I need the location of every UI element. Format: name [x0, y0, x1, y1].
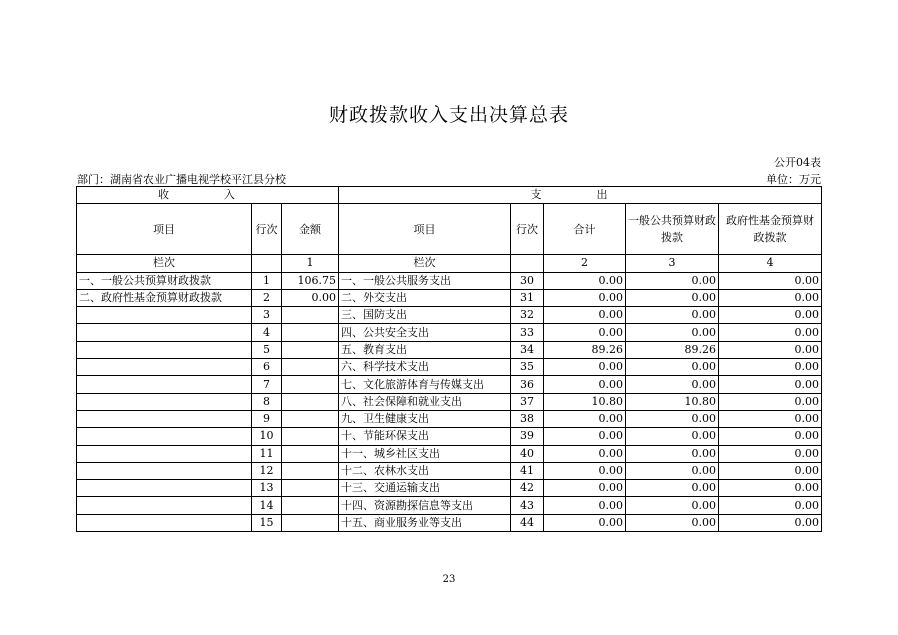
expense-item-cell: 三、国防支出: [339, 307, 511, 324]
fund-budget-cell: 0.00: [719, 497, 822, 514]
income-amount-cell: [282, 341, 339, 358]
fund-budget-cell: 0.00: [719, 272, 822, 289]
general-budget-cell: 0.00: [626, 324, 719, 341]
income-header: 收 入: [77, 187, 339, 204]
total-cell: 0.00: [544, 307, 626, 324]
income-line-cell: 4: [252, 324, 282, 341]
fund-budget-cell: 0.00: [719, 289, 822, 306]
total-cell: 0.00: [544, 445, 626, 462]
expense-line-cell: 34: [511, 341, 544, 358]
unit-label: 单位：万元: [766, 173, 821, 186]
total-cell: 0.00: [544, 514, 626, 531]
income-item-cell: [77, 393, 252, 410]
total-cell: 0.00: [544, 272, 626, 289]
header-row-columns: [77, 204, 822, 255]
expense-item-cell: 一、一般公共服务支出: [339, 272, 511, 289]
income-line-cell: 1: [252, 272, 282, 289]
general-budget-cell: 0.00: [626, 462, 719, 479]
general-budget-cell: 0.00: [626, 272, 719, 289]
general-budget-cell: 0.00: [626, 497, 719, 514]
income-line-cell: 2: [252, 289, 282, 306]
income-amount-cell: [282, 445, 339, 462]
expense-item-cell: 十二、农林水支出: [339, 462, 511, 479]
income-amount-cell: [282, 324, 339, 341]
income-amount-cell: [282, 462, 339, 479]
income-amount-cell: [282, 376, 339, 393]
income-item-cell: [77, 341, 252, 358]
general-budget-header: 一般公共预算财政拨款: [626, 204, 719, 255]
expense-item-cell: 十、节能环保支出: [339, 428, 511, 445]
expense-item-cell: 十一、城乡社区支出: [339, 445, 511, 462]
expense-line-cell: 35: [511, 359, 544, 376]
table-row: [77, 497, 822, 514]
income-line-cell: 6: [252, 359, 282, 376]
income-amount-cell: [282, 410, 339, 427]
expense-item-cell: 十四、资源勘探信息等支出: [339, 497, 511, 514]
general-budget-cell: 10.80: [626, 393, 719, 410]
income-item-cell: [77, 376, 252, 393]
income-amount-cell: [282, 393, 339, 410]
general-budget-cell: 89.26: [626, 341, 719, 358]
expense-item-cell: 二、外交支出: [339, 289, 511, 306]
table-row: [77, 445, 822, 462]
total-cell: 89.26: [544, 341, 626, 358]
income-line-cell: 9: [252, 410, 282, 427]
table-row: [77, 324, 822, 341]
income-item-cell: [77, 445, 252, 462]
income-item-cell: [77, 307, 252, 324]
fund-budget-cell: 0.00: [719, 480, 822, 497]
column-index-2: 2: [544, 255, 626, 272]
general-budget-cell: 0.00: [626, 428, 719, 445]
expense-line-cell: 41: [511, 462, 544, 479]
page-number: 23: [442, 574, 456, 585]
fund-budget-cell: 0.00: [719, 359, 822, 376]
fund-budget-cell: 0.00: [719, 393, 822, 410]
total-cell: 0.00: [544, 376, 626, 393]
total-cell: 0.00: [544, 497, 626, 514]
column-index-3: 3: [626, 255, 719, 272]
table-row: [77, 514, 822, 531]
income-item-cell: 二、政府性基金预算财政拨款: [77, 289, 252, 306]
total-cell: 10.80: [544, 393, 626, 410]
expense-item-cell: 九、卫生健康支出: [339, 410, 511, 427]
expense-header: 支 出: [339, 187, 822, 204]
fund-budget-cell: 0.00: [719, 514, 822, 531]
table-row: [77, 289, 822, 306]
department-label: 部门：湖南省农业广播电视学校平江县分校: [77, 173, 286, 186]
table-row: [77, 359, 822, 376]
income-amount-cell: 0.00: [282, 289, 339, 306]
form-number: 公开04表: [774, 156, 821, 169]
total-cell: 0.00: [544, 480, 626, 497]
fund-budget-cell: 0.00: [719, 445, 822, 462]
fund-budget-cell: 0.00: [719, 462, 822, 479]
expense-line-cell: 36: [511, 376, 544, 393]
column-index-4: 4: [719, 255, 822, 272]
fund-budget-cell: 0.00: [719, 428, 822, 445]
total-cell: 0.00: [544, 289, 626, 306]
income-item-cell: 一、一般公共预算财政拨款: [77, 272, 252, 289]
expense-item-header: 项目: [339, 204, 511, 255]
income-amount-header: 金额: [282, 204, 339, 255]
income-item-header: 项目: [77, 204, 252, 255]
fund-budget-cell: 0.00: [719, 410, 822, 427]
fund-budget-cell: 0.00: [719, 341, 822, 358]
income-item-cell: [77, 428, 252, 445]
expense-line-cell: 32: [511, 307, 544, 324]
total-cell: 0.00: [544, 410, 626, 427]
expense-line-cell: 31: [511, 289, 544, 306]
expense-item-cell: 六、科学技术支出: [339, 359, 511, 376]
total-cell: 0.00: [544, 324, 626, 341]
income-item-cell: [77, 410, 252, 427]
table-row: [77, 428, 822, 445]
table-row: [77, 393, 822, 410]
income-amount-cell: [282, 359, 339, 376]
income-line-cell: 8: [252, 393, 282, 410]
income-line-cell: 11: [252, 445, 282, 462]
expense-line-cell: 38: [511, 410, 544, 427]
general-budget-cell: 0.00: [626, 445, 719, 462]
table-row: [77, 376, 822, 393]
general-budget-cell: 0.00: [626, 359, 719, 376]
general-budget-cell: 0.00: [626, 307, 719, 324]
income-line-cell: 15: [252, 514, 282, 531]
expense-line-header: 行次: [511, 204, 544, 255]
expense-item-cell: 四、公共安全支出: [339, 324, 511, 341]
table-row: [77, 341, 822, 358]
income-amount-cell: 106.75: [282, 272, 339, 289]
table-body: [77, 187, 822, 532]
fund-budget-cell: 0.00: [719, 324, 822, 341]
expense-line-cell: 33: [511, 324, 544, 341]
income-item-cell: [77, 359, 252, 376]
income-line-cell: 5: [252, 341, 282, 358]
expense-line-cell: 40: [511, 445, 544, 462]
expense-line-cell: 39: [511, 428, 544, 445]
income-amount-cell: [282, 428, 339, 445]
expense-item-cell: 十五、商业服务业等支出: [339, 514, 511, 531]
table-row: [77, 410, 822, 427]
income-line-cell: 13: [252, 480, 282, 497]
income-item-cell: [77, 324, 252, 341]
table-row: [77, 480, 822, 497]
income-item-cell: [77, 480, 252, 497]
income-line-cell: 14: [252, 497, 282, 514]
general-budget-cell: 0.00: [626, 480, 719, 497]
empty-cell: [252, 255, 282, 272]
income-line-cell: 10: [252, 428, 282, 445]
expense-column-label: 栏次: [339, 255, 511, 272]
table-row: [77, 462, 822, 479]
budget-table: [76, 186, 822, 532]
income-amount-cell: [282, 480, 339, 497]
expense-line-cell: 42: [511, 480, 544, 497]
expense-item-cell: 十三、交通运输支出: [339, 480, 511, 497]
header-row-sections: [77, 187, 822, 204]
income-item-cell: [77, 497, 252, 514]
income-item-cell: [77, 462, 252, 479]
general-budget-cell: 0.00: [626, 410, 719, 427]
total-cell: 0.00: [544, 428, 626, 445]
total-cell: 0.00: [544, 359, 626, 376]
expense-line-cell: 44: [511, 514, 544, 531]
income-line-cell: 3: [252, 307, 282, 324]
general-budget-cell: 0.00: [626, 514, 719, 531]
empty-cell: [511, 255, 544, 272]
total-cell: 0.00: [544, 462, 626, 479]
income-item-cell: [77, 514, 252, 531]
column-index-row: [77, 255, 822, 272]
expense-line-cell: 30: [511, 272, 544, 289]
general-budget-cell: 0.00: [626, 289, 719, 306]
expense-item-cell: 五、教育支出: [339, 341, 511, 358]
expense-line-cell: 43: [511, 497, 544, 514]
fund-budget-header: 政府性基金预算财政拨款: [719, 204, 822, 255]
expense-item-cell: 七、文化旅游体育与传媒支出: [339, 376, 511, 393]
general-budget-cell: 0.00: [626, 376, 719, 393]
total-header: 合计: [544, 204, 626, 255]
income-column-label: 栏次: [77, 255, 252, 272]
income-amount-cell: [282, 514, 339, 531]
income-amount-cell: [282, 307, 339, 324]
income-line-cell: 12: [252, 462, 282, 479]
expense-item-cell: 八、社会保障和就业支出: [339, 393, 511, 410]
income-amount-cell: [282, 497, 339, 514]
income-line-header: 行次: [252, 204, 282, 255]
expense-line-cell: 37: [511, 393, 544, 410]
table-row: [77, 307, 822, 324]
fund-budget-cell: 0.00: [719, 376, 822, 393]
page-title: 财政拨款收入支出决算总表: [328, 104, 569, 126]
table-row: [77, 272, 822, 289]
column-index-1: 1: [282, 255, 339, 272]
fund-budget-cell: 0.00: [719, 307, 822, 324]
income-line-cell: 7: [252, 376, 282, 393]
